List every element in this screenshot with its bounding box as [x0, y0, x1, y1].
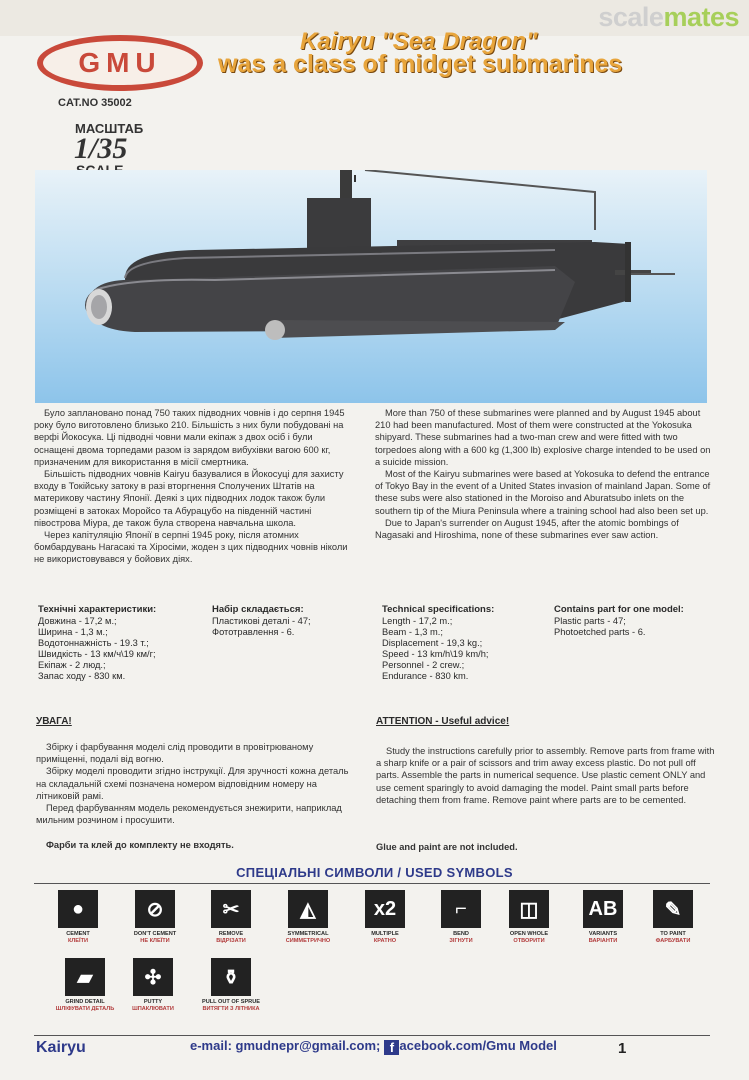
pull-out-icon: ⚱ — [211, 958, 251, 996]
symbol-remove: ✂ REMOVE ВІДРІЗАТИ — [196, 890, 266, 944]
spec-item: Екіпаж - 2 люд.; — [38, 660, 106, 670]
intro-ua-paragraph: Через капітуляцію Японії в серпні 1945 року, після атомних бомбардувань Нагасакі та Хіросіми, жоден з цих підводних човнів ніколи не використовувався у бойових діях. — [34, 530, 348, 565]
symbol-grind-detail: ▰ GRIND DETAIL ШЛІФУВАТИ ДЕТАЛЬ — [50, 958, 120, 1012]
contents-ua-title: Набір складається: — [212, 604, 304, 615]
spec-item: Довжина - 17,2 м.; — [38, 616, 117, 626]
multiple-icon: x2 — [365, 890, 405, 928]
attention-en-title: ATTENTION - Useful advice! — [376, 716, 510, 727]
intro-ua — [34, 407, 354, 566]
footer-contact — [190, 1038, 557, 1055]
intro-ua-paragraph: Більшість підводних човнів Kairyu базувалися в Йокосуці для захисту входу в Токійську затоку в разі вторгнення Сполучених Штатів на материкову частину Японії. Деякі з цих підводних лодок також були розміщені в затоках Моройсо та Абурацубо на південній частині півострова Міура, де також була створена навчальна школа. — [34, 469, 344, 528]
footer-model: Kairyu — [36, 1039, 86, 1056]
attention-en — [376, 745, 716, 806]
variants-icon: AB — [583, 890, 623, 928]
facebook-icon: f — [384, 1040, 399, 1055]
drop-icon: ● — [58, 890, 98, 928]
putty-icon: ✣ — [133, 958, 173, 996]
specs-en — [382, 604, 542, 682]
symbol-variants: AB VARIANTS ВАРІАНТИ — [568, 890, 638, 944]
specs-ua — [38, 604, 208, 682]
attention-ua-note: Фарби та клей до комплекту не входять. — [46, 840, 234, 850]
content-item: Фототравлення - 6. — [212, 627, 295, 637]
symbol-bend: ⌐ BEND ЗІГНУТИ — [426, 890, 496, 944]
footer-divider — [34, 1035, 710, 1036]
intro-en — [375, 407, 715, 541]
symbol-pull-out: ⚱ PULL OUT OF SPRUE ВИТЯГТИ З ЛІТНИКА — [196, 958, 266, 1012]
scalemates-watermark: scalemates — [598, 2, 739, 32]
intro-en-paragraph: Due to Japan's surrender on August 1945, after the atomic bombings of Nagasaki and Hiroshima, none of these submarines ever saw action. — [375, 517, 679, 541]
scale-label-ua: МАСШТАБ — [75, 121, 144, 136]
attention-en-paragraph: Study the instructions carefully prior to assembly. Remove parts from frame with a sharp knife or a pair of scissors and trim away excess plastic. Do not pull off parts. Assemble the parts in numerical sequence. Use plastic cement ONLY and use cement sparingly to avoid damaging the model. Paint small parts before detaching them from frame. Remove paint where parts are to be cemented. — [376, 746, 715, 805]
spec-item: Displacement - 19,3 kg.; — [382, 638, 483, 648]
spec-item: Speed - 13 km/h\19 km/h; — [382, 649, 489, 659]
spec-item: Length - 17,2 m.; — [382, 616, 453, 626]
facebook-text: acebook.com/Gmu Model — [399, 1038, 557, 1053]
symbol-to-paint: ✎ TO PAINT ФАРБУВАТИ — [638, 890, 708, 944]
attention-en-note: Glue and paint are not included. — [376, 842, 518, 852]
submarine-illustration — [35, 170, 707, 403]
content-item: Photoetched parts - 6. — [554, 627, 646, 637]
spec-item: Ширина - 1,3 м.; — [38, 627, 108, 637]
catalog-number: CAT.NO 35002 — [58, 97, 132, 109]
attention-ua-paragraph: Збірку і фарбування моделі слід проводити в провітрюваному приміщенні, подалі від вогню. — [36, 742, 314, 765]
contents-en-title: Contains part for one model: — [554, 604, 684, 615]
title-line-1: Kairyu "Sea Dragon" — [300, 28, 538, 55]
specs-ua-title: Технічні характеристики: — [38, 604, 157, 615]
attention-ua-title: УВАГА! — [36, 716, 72, 727]
remove-icon: ✂ — [211, 890, 251, 928]
bend-icon: ⌐ — [441, 890, 481, 928]
symbol-multiple: x2 MULTIPLE КРАТНО — [350, 890, 420, 944]
gmu-logo: GMU — [37, 35, 203, 91]
paint-brush-icon: ✎ — [653, 890, 693, 928]
symbol-open-hole: ◫ OPEN WHOLE ОТВОРИТИ — [494, 890, 564, 944]
attention-ua-paragraph: Перед фарбуванням модель рекомендується знежирити, наприклад мильним розчином і просушити. — [36, 803, 342, 826]
intro-en-paragraph: Most of the Kairyu submarines were based at Yokosuka to defend the entrance of Tokyo Bay in the event of a United States invasion of mainland Japan. Some of these subs were also stationed in the Moroiso and Aburatsubo inlets on the southern tip of the Miura Peninsula where a training school had also been set up. — [375, 469, 711, 516]
symbol-cement: ● CEMENT КЛЕЇТИ — [43, 890, 113, 944]
spec-item: Beam - 1,3 m.; — [382, 627, 443, 637]
scale-value: 1/35 — [74, 132, 128, 165]
intro-ua-paragraph: Було заплановано понад 750 таких підводних човнів і до серпня 1945 року було виготовлено близько 210. Більшість з них були побудовані на верфі Йокосука. Ці підводні човни мали екіпаж з двох осіб і були оснащені двома торпедами разом із зарядом вибухівки вагою 600 кг, призначеним для використання в місії смертника. — [34, 408, 345, 467]
content-item: Plastic parts - 47; — [554, 616, 626, 626]
symmetrical-icon: ◭ — [288, 890, 328, 928]
spec-item: Запас ходу - 830 км. — [38, 671, 126, 681]
symbols-title: СПЕЦІАЛЬНІ СИМВОЛИ / USED SYMBOLS — [236, 865, 513, 880]
open-hole-icon: ◫ — [509, 890, 549, 928]
specs-en-title: Technical specifications: — [382, 604, 495, 615]
attention-ua — [36, 741, 356, 826]
spec-item: Personnel - 2 crew.; — [382, 660, 465, 670]
symbol-dont-cement: ⊘ DON'T CEMENT НЕ КЛЕЇТИ — [120, 890, 190, 944]
contents-en — [554, 604, 719, 638]
spec-item: Швидкість - 13 км/ч\19 км/г; — [38, 649, 156, 659]
no-cement-icon: ⊘ — [135, 890, 175, 928]
symbol-symmetrical: ◭ SYMMETRICAL СИММЕТРИЧНО — [273, 890, 343, 944]
spec-item: Водотоннажність - 19.3 т.; — [38, 638, 149, 648]
attention-ua-paragraph: Збірку моделі проводити згідно інструкції. Для зручності кожна деталь на складальній схемі позначена номером відповідним номеру на літниковій рамі. — [36, 766, 349, 801]
symbol-putty: ✣ PUTTY ШПАКЛЮВАТИ — [118, 958, 188, 1012]
submarine-icon — [35, 170, 707, 403]
intro-en-paragraph: More than 750 of these submarines were planned and by August 1945 about 210 had been manufactured. Most of them were constructed at the Yokosuka shipyard. These submarines had a two-man crew and were fitted with two torpedoes along with a 600 kg (1,300 lb) explosive charge intended to be used on a suicide mission. — [375, 408, 711, 467]
content-item: Пластикові деталі - 47; — [212, 616, 311, 626]
divider — [34, 883, 710, 884]
title-line-2: was a class of midget submarines — [218, 50, 623, 78]
grind-icon: ▰ — [65, 958, 105, 996]
page-number: 1 — [618, 1040, 627, 1057]
contents-ua — [212, 604, 362, 638]
spec-item: Endurance - 830 km. — [382, 671, 469, 681]
email-text: e-mail: gmudnepr@gmail.com; — [190, 1038, 381, 1053]
